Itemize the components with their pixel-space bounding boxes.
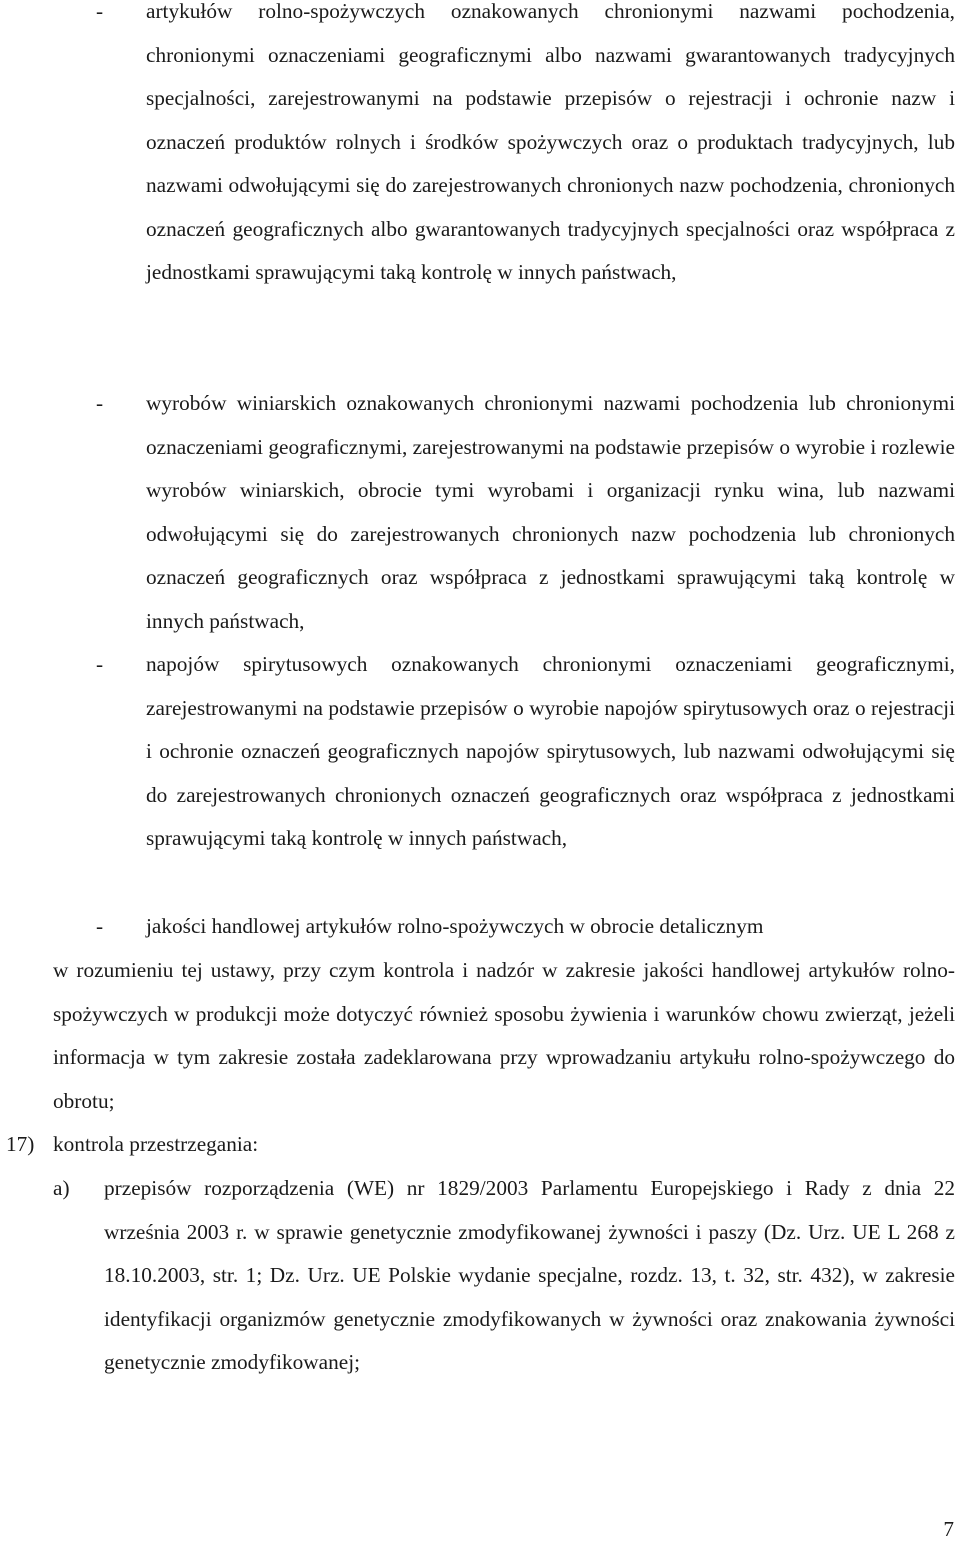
point-heading: kontrola przestrzegania: — [53, 1132, 259, 1156]
list-dash: - — [96, 391, 104, 415]
list-dash: - — [96, 652, 104, 676]
list-dash: - — [96, 0, 104, 23]
list-item-text: wyrobów winiarskich oznakowanych chronionymi nazwami pochodzenia lub chronionymi oznaczeniami geograficznymi, zarejestrowanymi na podstawie przepisów o wyrobie i rozlewie wyrobów winiarskich, obrocie tymi wyrobami i organizacji rynku wina, lub nazwami odwołującymi się do zarejestrowanych chronionych nazw pochodzenia lub chronionych oznaczeń geograficznych oraz współpraca z jednostkami sprawującymi taką kontrolę w innych państwach, — [146, 391, 955, 633]
subpoint-text: przepisów rozporządzenia (WE) nr 1829/2003 Parlamentu Europejskiego i Rady z dnia 22 września 2003 r. w sprawie genetycznie zmodyfikowanej żywności i paszy (Dz. Urz. UE L 268 z 18.10.2003, str. 1; Dz. Urz. UE Polskie wydanie specjalne, rozdz. 13, t. 32, str. 432), w zakresie identyfikacji organizmów genetycznie zmodyfikowanych w żywności oraz znakowania żywności genetycznie zmodyfikowanej; — [104, 1176, 955, 1374]
continuation-paragraph: w rozumieniu tej ustawy, przy czym kontrola i nadzór w zakresie jakości handlowej artykułów rolno-spożywczych w produkcji może dotyczyć również sposobu żywienia i warunków chowu zwierząt, jeżeli informacja w tym zakresie została zadeklarowana przy wprowadzaniu artykułu rolno-spożywczego do obrotu; — [53, 958, 955, 1113]
subpoint-letter: a) — [53, 1176, 70, 1200]
list-item-text: artykułów rolno-spożywczych oznakowanych chronionymi nazwami pochodzenia, chronionymi oznaczeniami geograficznymi albo nazwami gwarantowanych tradycyjnych specjalności, zarejestrowanymi na podstawie przepisów o rejestracji i ochronie nazw i oznaczeń produktów rolnych i środków spożywczych oraz o produktach tradycyjnych, lub nazwami odwołującymi się do zarejestrowanych chronionych nazw pochodzenia, chronionych oznaczeń geograficznych albo gwarantowanych tradycyjnych specjalności oraz współpraca z jednostkami sprawującymi taką kontrolę w innych państwach, — [146, 0, 955, 284]
point-number: 17) — [6, 1132, 35, 1156]
list-item-text: jakości handlowej artykułów rolno-spożywczych w obrocie detalicznym — [146, 914, 764, 938]
list-dash: - — [96, 914, 104, 938]
list-item-text: napojów spirytusowych oznakowanych chronionymi oznaczeniami geograficznymi, zarejestrowanymi na podstawie przepisów o wyrobie napojów spirytusowych oraz o rejestracji i ochronie oznaczeń geograficznych napojów spirytusowych, lub nazwami odwołującymi się do zarejestrowanych chronionych oznaczeń geograficznych oraz współpraca z jednostkami sprawującymi taką kontrolę w innych państwach, — [146, 652, 955, 850]
page-number: 7 — [943, 1517, 954, 1541]
